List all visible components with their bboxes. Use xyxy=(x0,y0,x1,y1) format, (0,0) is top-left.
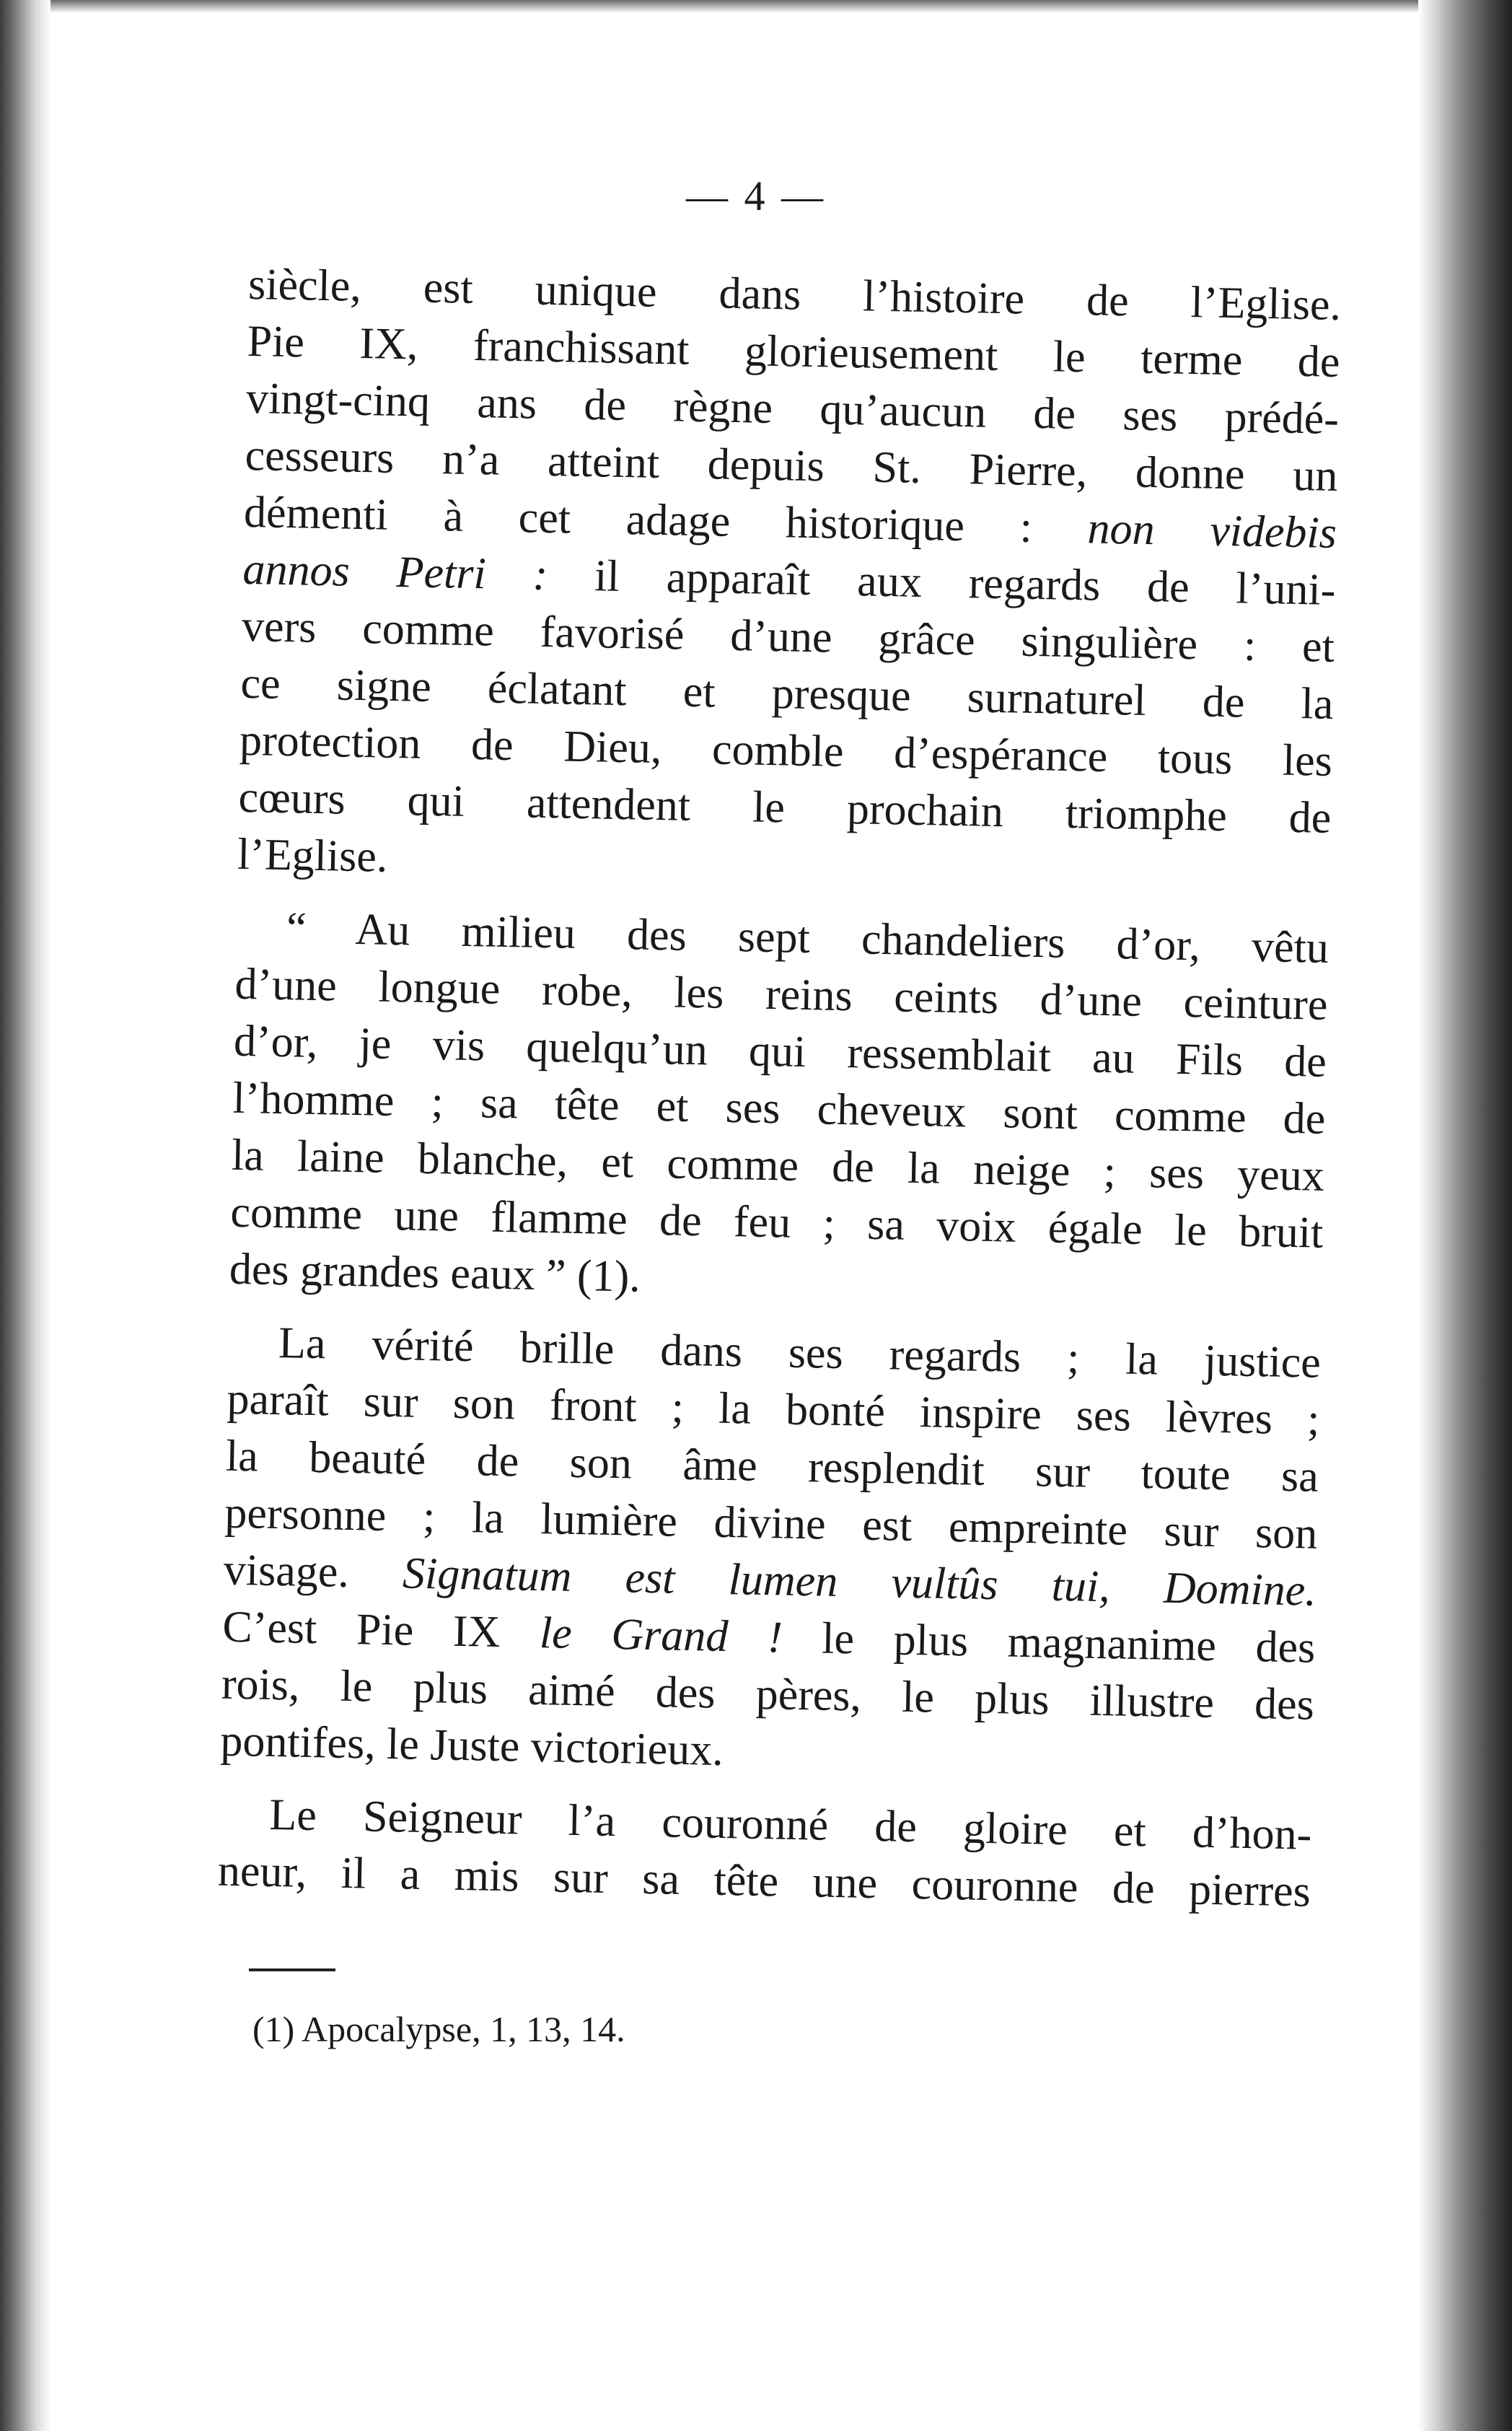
scan-top-edge xyxy=(0,0,1512,13)
text-line: d’or, je vis quelqu’un qui ressemblait au Fils de xyxy=(233,1016,1327,1087)
text-line: la laine blanche, et comme de la neige ; ses yeux xyxy=(231,1130,1325,1201)
footnote: (1) Apocalypse, 1, 13, 14. xyxy=(252,2009,625,2049)
latin-phrase: non videbis xyxy=(1086,504,1337,559)
paragraph-2 xyxy=(229,899,1329,1319)
text-fragment: le plus magnanime des xyxy=(781,1613,1316,1673)
text-fragment: C’est Pie IX xyxy=(221,1602,501,1657)
text-line: La vérité brille dans ses regards ; la justice xyxy=(278,1318,1322,1388)
text-line: “ Au milieu des sept chandeliers d’or, vêtu xyxy=(286,903,1329,973)
body-text xyxy=(217,256,1341,1921)
text-line: personne ; la lumière divine est empreinte sur son xyxy=(224,1488,1318,1559)
text-line: Pie IX, franchissant glorieusement le terme de xyxy=(247,316,1341,387)
text-line: neur, il a mis sur sa tête une couronne de pierres xyxy=(217,1846,1311,1917)
scan-left-edge xyxy=(0,0,50,2431)
latin-phrase: Signatum est lumen vultûs tui, Domine. xyxy=(402,1549,1317,1616)
text-line: l’Eglise. xyxy=(237,829,389,882)
paragraph-4 xyxy=(217,1786,1312,1921)
page-number: — 4 — xyxy=(686,172,826,219)
text-line: ce signe éclatant et presque surnaturel de la xyxy=(239,658,1335,729)
text-fragment: démenti à cet adage historique : xyxy=(243,487,1033,552)
text-line: vers comme favorisé d’une grâce singulière : et xyxy=(241,601,1335,672)
text-line: protection de Dieu, comble d’espérance tous les xyxy=(239,715,1333,786)
text-line: pontifes, le Juste victorieux. xyxy=(219,1716,724,1776)
text-line: l’homme ; sa tête et ses cheveux sont comme de xyxy=(232,1073,1326,1144)
text-line: cesseurs n’a atteint depuis St. Pierre, donne un xyxy=(245,430,1339,501)
text-line: siècle, est unique dans l’histoire de l’Eglise. xyxy=(247,259,1342,330)
text-line: vingt-cinq ans de règne qu’aucun de ses prédé- xyxy=(245,373,1340,444)
paragraph-1 xyxy=(237,256,1341,904)
latin-phrase: annos Petri : xyxy=(242,544,548,600)
paragraph-3 xyxy=(220,1314,1322,1791)
footnote-divider xyxy=(249,1968,335,1971)
text-line: cœurs qui attendent le prochain triomphe de xyxy=(237,772,1332,843)
text-fragment: visage. xyxy=(223,1545,350,1597)
text-line: paraît sur son front ; la bonté inspire ses lèvres ; xyxy=(226,1374,1320,1445)
text-line: Le Seigneur l’a couronné de gloire et d’hon- xyxy=(268,1790,1312,1860)
text-line: rois, le plus aimé des pères, le plus illustre des xyxy=(221,1659,1315,1730)
text-line: comme une flamme de feu ; sa voix égale le bruit xyxy=(229,1187,1324,1258)
scan-right-edge xyxy=(1418,0,1512,2431)
text-line: la beauté de son âme resplendit sur toute sa xyxy=(225,1431,1319,1502)
text-fragment: il apparaît aux regards de l’uni- xyxy=(547,551,1337,615)
text-line: des grandes eaux ” (1). xyxy=(229,1244,641,1302)
text-line: d’une longue robe, les reins ceints d’une ceinture xyxy=(234,959,1329,1030)
italic-phrase: le Grand ! xyxy=(539,1608,783,1663)
